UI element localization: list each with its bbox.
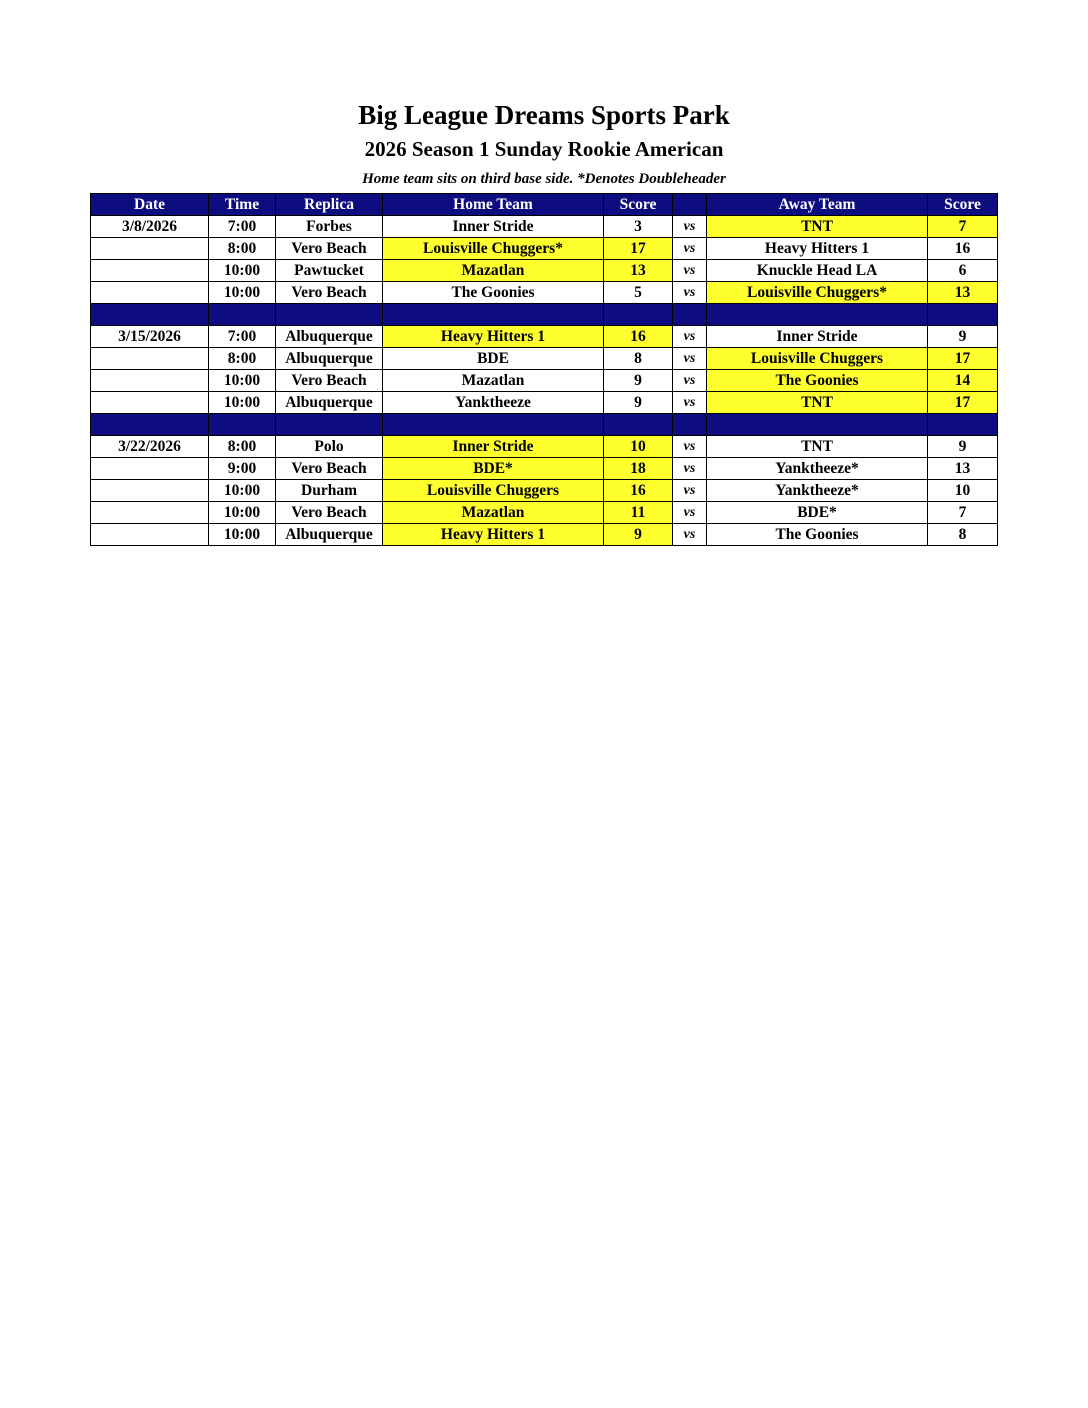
cell-date [91, 348, 209, 370]
col-header-vs [673, 194, 707, 216]
table-row [91, 348, 998, 370]
cell-date: 3/8/2026 [91, 216, 209, 238]
table-row [91, 370, 998, 392]
doubleheader-note: Home team sits on third base side. *Denotes Doubleheader [362, 171, 726, 187]
week-separator-row [91, 304, 998, 326]
cell-away-score: 10 [928, 480, 998, 502]
cell-time: 8:00 [209, 238, 276, 260]
page-title: Big League Dreams Sports Park [358, 100, 730, 130]
cell-home-score: 11 [604, 502, 673, 524]
cell-replica: Vero Beach [276, 458, 383, 480]
header-row [91, 194, 998, 216]
cell-away-team: TNT [707, 216, 928, 238]
cell-date [91, 502, 209, 524]
cell-home-team: BDE [383, 348, 604, 370]
cell-home-score: 16 [604, 326, 673, 348]
cell-replica: Albuquerque [276, 392, 383, 414]
cell-date [91, 282, 209, 304]
cell-vs: vs [673, 370, 707, 392]
cell-home-score: 17 [604, 238, 673, 260]
table-row [91, 458, 998, 480]
cell-date: 3/22/2026 [91, 436, 209, 458]
cell-time: 9:00 [209, 458, 276, 480]
cell-away-team: The Goonies [707, 524, 928, 546]
cell-away-score: 7 [928, 502, 998, 524]
cell-home-team: Inner Stride [383, 216, 604, 238]
cell-vs: vs [673, 348, 707, 370]
cell-home-score: 13 [604, 260, 673, 282]
cell-replica: Albuquerque [276, 326, 383, 348]
cell-home-score: 9 [604, 392, 673, 414]
cell-time: 7:00 [209, 216, 276, 238]
cell-home-score: 9 [604, 524, 673, 546]
cell-time: 10:00 [209, 524, 276, 546]
cell-vs: vs [673, 216, 707, 238]
cell-home-team: BDE* [383, 458, 604, 480]
cell-home-team: Yanktheeze [383, 392, 604, 414]
cell-home-score: 9 [604, 370, 673, 392]
week-separator-row [91, 414, 998, 436]
table-row [91, 436, 998, 458]
cell-away-team: Louisville Chuggers* [707, 282, 928, 304]
cell-vs: vs [673, 458, 707, 480]
cell-away-team: TNT [707, 436, 928, 458]
cell-date [91, 480, 209, 502]
cell-away-team: TNT [707, 392, 928, 414]
col-header-replica: Replica [276, 194, 383, 216]
cell-away-score: 13 [928, 458, 998, 480]
table-row [91, 480, 998, 502]
cell-date [91, 524, 209, 546]
cell-vs: vs [673, 502, 707, 524]
cell-away-score: 6 [928, 260, 998, 282]
cell-time: 8:00 [209, 436, 276, 458]
cell-date [91, 260, 209, 282]
cell-replica: Durham [276, 480, 383, 502]
cell-away-score: 9 [928, 436, 998, 458]
cell-away-score: 14 [928, 370, 998, 392]
cell-away-score: 17 [928, 348, 998, 370]
cell-time: 8:00 [209, 348, 276, 370]
cell-home-team: The Goonies [383, 282, 604, 304]
col-header-date: Date [91, 194, 209, 216]
cell-replica: Vero Beach [276, 502, 383, 524]
col-header-home-team: Home Team [383, 194, 604, 216]
cell-home-team: Mazatlan [383, 260, 604, 282]
table-row [91, 326, 998, 348]
cell-time: 10:00 [209, 260, 276, 282]
cell-away-team: Knuckle Head LA [707, 260, 928, 282]
table-row [91, 524, 998, 546]
col-header-away-team: Away Team [707, 194, 928, 216]
cell-vs: vs [673, 238, 707, 260]
cell-vs: vs [673, 260, 707, 282]
cell-home-score: 18 [604, 458, 673, 480]
cell-away-team: Inner Stride [707, 326, 928, 348]
cell-away-team: Yanktheeze* [707, 458, 928, 480]
col-header-home-score: Score [604, 194, 673, 216]
cell-away-score: 16 [928, 238, 998, 260]
cell-date [91, 392, 209, 414]
col-header-time: Time [209, 194, 276, 216]
schedule-table [90, 193, 998, 546]
cell-away-score: 7 [928, 216, 998, 238]
cell-home-team: Louisville Chuggers* [383, 238, 604, 260]
table-row [91, 502, 998, 524]
cell-replica: Albuquerque [276, 524, 383, 546]
cell-away-team: Yanktheeze* [707, 480, 928, 502]
cell-vs: vs [673, 282, 707, 304]
cell-replica: Vero Beach [276, 370, 383, 392]
cell-home-team: Heavy Hitters 1 [383, 326, 604, 348]
cell-home-score: 10 [604, 436, 673, 458]
cell-home-team: Mazatlan [383, 502, 604, 524]
page-subtitle: 2026 Season 1 Sunday Rookie American [364, 137, 724, 161]
cell-replica: Pawtucket [276, 260, 383, 282]
cell-replica: Vero Beach [276, 282, 383, 304]
cell-date [91, 238, 209, 260]
cell-time: 10:00 [209, 392, 276, 414]
cell-away-score: 17 [928, 392, 998, 414]
cell-vs: vs [673, 480, 707, 502]
cell-date: 3/15/2026 [91, 326, 209, 348]
cell-replica: Polo [276, 436, 383, 458]
cell-home-score: 5 [604, 282, 673, 304]
cell-time: 7:00 [209, 326, 276, 348]
table-row [91, 392, 998, 414]
cell-away-score: 13 [928, 282, 998, 304]
cell-replica: Albuquerque [276, 348, 383, 370]
cell-vs: vs [673, 436, 707, 458]
cell-away-team: Louisville Chuggers [707, 348, 928, 370]
cell-home-team: Heavy Hitters 1 [383, 524, 604, 546]
cell-time: 10:00 [209, 502, 276, 524]
cell-home-team: Louisville Chuggers [383, 480, 604, 502]
cell-date [91, 370, 209, 392]
cell-date [91, 458, 209, 480]
table-row [91, 238, 998, 260]
cell-time: 10:00 [209, 370, 276, 392]
cell-away-score: 9 [928, 326, 998, 348]
table-row [91, 282, 998, 304]
cell-home-score: 3 [604, 216, 673, 238]
table-row [91, 216, 998, 238]
cell-time: 10:00 [209, 282, 276, 304]
cell-away-team: The Goonies [707, 370, 928, 392]
cell-away-team: Heavy Hitters 1 [707, 238, 928, 260]
cell-away-score: 8 [928, 524, 998, 546]
cell-home-score: 8 [604, 348, 673, 370]
cell-vs: vs [673, 326, 707, 348]
cell-away-team: BDE* [707, 502, 928, 524]
col-header-away-score: Score [928, 194, 998, 216]
cell-home-team: Inner Stride [383, 436, 604, 458]
cell-home-team: Mazatlan [383, 370, 604, 392]
cell-vs: vs [673, 392, 707, 414]
cell-home-score: 16 [604, 480, 673, 502]
table-row [91, 260, 998, 282]
cell-vs: vs [673, 524, 707, 546]
cell-time: 10:00 [209, 480, 276, 502]
cell-replica: Vero Beach [276, 238, 383, 260]
cell-replica: Forbes [276, 216, 383, 238]
